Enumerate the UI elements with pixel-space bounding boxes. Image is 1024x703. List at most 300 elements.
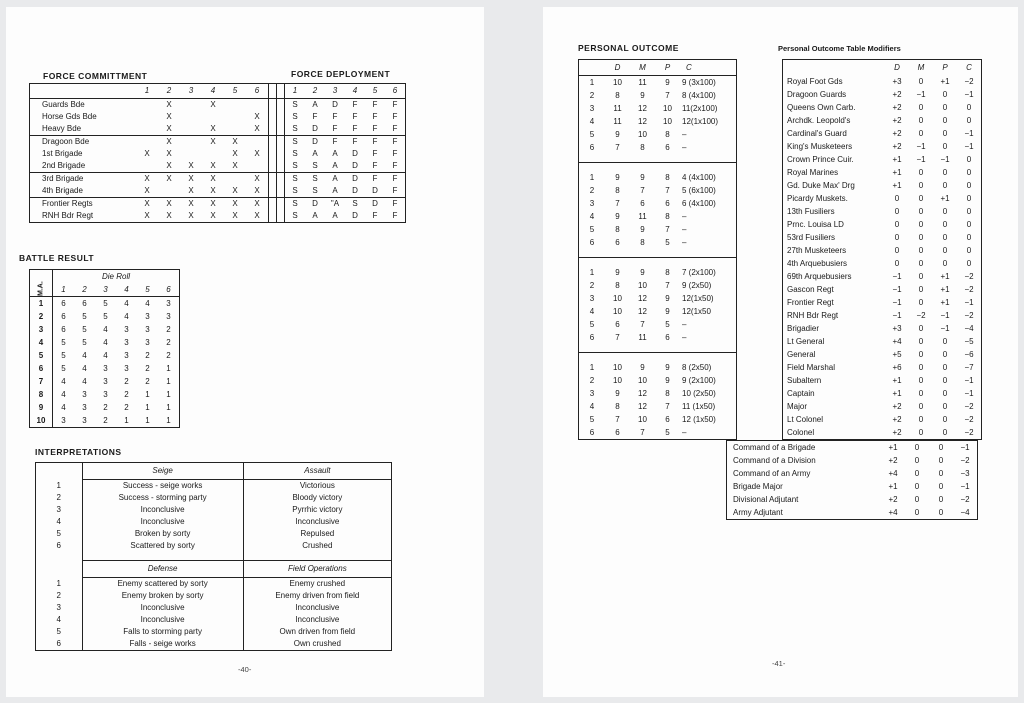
modifier-value: −1 [916, 89, 926, 99]
battle-value: 2 [124, 389, 129, 399]
battle-value: 4 [61, 376, 66, 386]
divider [269, 123, 277, 136]
modifier-row [783, 387, 982, 400]
value-d: 10 [613, 306, 622, 316]
battle-value: 5 [61, 363, 66, 373]
field-ops-result: Inconclusive [295, 615, 340, 624]
modifier-value: 0 [918, 349, 924, 359]
commit-col-header: 3 [180, 84, 202, 99]
modifier-value: +2 [892, 102, 902, 112]
roll-number: 2 [589, 280, 595, 290]
deploy-col-header: 4 [345, 84, 365, 99]
modifier-row [783, 335, 982, 348]
modifier-value: 0 [918, 401, 924, 411]
value-d: 8 [615, 224, 620, 234]
modifier-name: Royal Marines [787, 167, 839, 177]
modifier-name: 69th Arquebusiers [787, 271, 852, 281]
deploy-code: A [312, 100, 318, 109]
force-header-row [30, 84, 406, 99]
modifier-value: +4 [888, 468, 898, 478]
spacer-row [579, 249, 737, 258]
modifier-row [783, 114, 982, 127]
deploy-code: F [352, 112, 358, 121]
commit-mark: X [188, 186, 194, 195]
modifier-value: +1 [892, 167, 902, 177]
roll-number: 3 [589, 388, 595, 398]
modifier-row [783, 413, 982, 426]
battle-value: 1 [124, 415, 129, 425]
modifier-name: Lt General [787, 336, 825, 346]
modifier-value: 0 [966, 206, 972, 216]
divider [269, 111, 277, 123]
battle-value: 4 [145, 298, 150, 308]
modifier-value: 0 [918, 297, 924, 307]
deploy-col-header: 1 [285, 84, 306, 99]
siege-result: Inconclusive [82, 516, 243, 528]
value-p: 10 [663, 116, 672, 126]
battle-value: 3 [166, 298, 171, 308]
siege-header: Seige [82, 463, 243, 480]
value-m: 12 [638, 306, 647, 316]
value-c: 10 (2x50) [682, 388, 716, 398]
deploy-code: F [392, 100, 398, 109]
commit-mark [136, 123, 158, 136]
value-c: – [682, 332, 687, 342]
modifier-name: Command of an Army [733, 468, 811, 478]
spacer-row [579, 344, 737, 353]
modifier-row [783, 127, 982, 140]
modifier-value: 0 [938, 507, 944, 517]
blank [630, 353, 655, 362]
value-c: 12(1x100) [682, 116, 719, 126]
modifier-value: −7 [964, 362, 974, 372]
commit-mark: X [180, 173, 202, 186]
deploy-col-header: 6 [385, 84, 406, 99]
deploy-code: A [312, 149, 318, 158]
modifier-row [783, 244, 982, 257]
battle-value: 3 [124, 324, 129, 334]
modifier-name: Prnc. Louisa LD [787, 219, 844, 229]
blank [605, 344, 630, 353]
modifier-name: King's Musketeers [787, 141, 853, 151]
modifier-value: 0 [942, 362, 948, 372]
roll-number: 2 [589, 90, 595, 100]
outcome-row [579, 426, 737, 440]
battle-value: 5 [103, 311, 108, 321]
deploy-code: S [292, 100, 298, 109]
modifier-row [783, 75, 982, 88]
battle-value: 1 [145, 389, 150, 399]
divider [277, 111, 285, 123]
battle-value: 3 [103, 363, 108, 373]
modifier-value: 0 [918, 128, 924, 138]
siege-result: Inconclusive [82, 504, 243, 516]
deploy-code: "A [325, 198, 345, 211]
spacer-row [579, 154, 737, 163]
modifier-name: Major [787, 401, 808, 411]
modifier-value: −1 [964, 297, 974, 307]
battle-value: 4 [103, 324, 108, 334]
commit-col-header: 5 [224, 84, 246, 99]
ma-value: 9 [30, 401, 53, 414]
battle-value: 1 [166, 363, 171, 373]
modifier-value: +1 [892, 388, 902, 398]
assault-header: Assault [243, 463, 391, 480]
value-d: 7 [615, 142, 620, 152]
die-col-header: 3 [95, 283, 116, 297]
outcome-row [579, 331, 737, 344]
modifier-value: 0 [942, 115, 948, 125]
modifier-name: 27th Musketeers [787, 245, 847, 255]
assault-result: Pyrrhic victory [292, 505, 343, 514]
commit-col-header: 6 [246, 84, 269, 99]
value-p: 9 [665, 293, 670, 303]
outcome-row [579, 197, 737, 210]
deploy-code: F [365, 173, 385, 186]
value-p: 6 [665, 198, 670, 208]
value-m: 10 [638, 280, 647, 290]
deploy-col-header: 3 [325, 84, 345, 99]
divider [269, 148, 277, 160]
battle-value: 2 [166, 324, 171, 334]
divider [277, 99, 285, 112]
commit-mark: X [232, 211, 238, 220]
roll-number: 5 [589, 414, 595, 424]
modifier-row [783, 283, 982, 296]
deploy-code: D [312, 124, 318, 133]
modifier-row [783, 309, 982, 322]
modifier-name: Cardinal's Guard [787, 128, 847, 138]
modifier-value: 0 [918, 271, 924, 281]
modifier-value: −5 [964, 336, 974, 346]
interp-row [36, 590, 392, 602]
deploy-code: D [305, 198, 325, 211]
modifier-value: 0 [894, 258, 900, 268]
commit-mark [180, 148, 202, 160]
deploy-code: D [352, 186, 358, 195]
modifier-value: +4 [888, 507, 898, 517]
modifier-value: 0 [938, 494, 944, 504]
col-header-m: M [630, 60, 655, 76]
commit-mark: X [254, 211, 260, 220]
modifier-value: 0 [942, 401, 948, 411]
value-d: 6 [615, 237, 620, 247]
value-d: 9 [615, 129, 620, 139]
deploy-code: F [372, 112, 378, 121]
deploy-code: F [372, 100, 378, 109]
commit-mark [136, 111, 158, 123]
modifier-value: −1 [964, 375, 974, 385]
modifier-name: Gd. Duke Max' Drg [787, 180, 855, 190]
value-d: 6 [615, 427, 620, 437]
blank [579, 258, 606, 267]
battle-value: 3 [103, 376, 108, 386]
value-p: 8 [665, 267, 670, 277]
col-header-c: C [680, 60, 737, 76]
modifier-value: 0 [942, 219, 948, 229]
roll-number: 4 [589, 116, 595, 126]
roll-number: 6 [589, 142, 595, 152]
value-d: 9 [615, 267, 620, 277]
value-d: 9 [615, 172, 620, 182]
value-m: 12 [638, 103, 647, 113]
battle-value: 2 [145, 350, 150, 360]
value-c: 8 (2x50) [682, 362, 712, 372]
modifier-name: Gascon Regt [787, 284, 834, 294]
commit-mark [136, 99, 158, 112]
value-p: 9 [665, 306, 670, 316]
modifier-value: −2 [964, 76, 974, 86]
value-m: 12 [638, 388, 647, 398]
value-c: – [682, 211, 687, 221]
commit-mark [246, 136, 269, 149]
ma-value: 2 [30, 310, 53, 323]
blank [630, 258, 655, 267]
modifier-value: 0 [942, 128, 948, 138]
commit-mark [180, 111, 202, 123]
outcome-row [579, 128, 737, 141]
battle-value: 1 [166, 376, 171, 386]
modifier-value: −1 [960, 442, 970, 452]
deploy-code: F [392, 112, 398, 121]
modifier-value: −1 [940, 154, 950, 164]
commit-mark: X [202, 173, 224, 186]
battle-value: 1 [145, 402, 150, 412]
divider [277, 136, 285, 149]
outcome-row [579, 223, 737, 236]
unit-name: Dragoon Bde [30, 136, 137, 149]
modifier-name: Brigadier [787, 323, 820, 333]
divider [277, 210, 285, 223]
modifier-value: 0 [942, 232, 948, 242]
modifier-value: 0 [966, 154, 972, 164]
modifier-value: 0 [914, 468, 920, 478]
modifier-value: −1 [964, 388, 974, 398]
battle-value: 3 [61, 415, 66, 425]
interp-row [36, 602, 392, 614]
battle-value: 1 [145, 415, 150, 425]
modifier-row [783, 296, 982, 309]
modifier-value: −1 [940, 310, 950, 320]
commit-mark: X [188, 211, 194, 220]
modifier-row [783, 101, 982, 114]
header-blank [30, 84, 137, 99]
value-m: 12 [638, 293, 647, 303]
blank [36, 561, 83, 578]
modifier-name: Dragoon Guards [787, 89, 847, 99]
value-d: 11 [613, 116, 622, 126]
roll-number: 3 [36, 602, 83, 614]
interp-row [36, 614, 392, 626]
modifier-value: 0 [938, 442, 944, 452]
deploy-code: D [305, 136, 325, 149]
value-m: 12 [638, 116, 647, 126]
modifier-row [783, 218, 982, 231]
value-m: 10 [638, 375, 647, 385]
roll-number: 2 [589, 185, 595, 195]
outcome-header-row [579, 60, 737, 76]
page-number: -41- [772, 659, 786, 668]
force-row [30, 136, 406, 149]
deploy-code: A [312, 211, 318, 220]
modifier-value: 0 [914, 481, 920, 491]
unit-name: 4th Brigade [42, 186, 83, 195]
commit-mark [202, 148, 224, 160]
force-row [30, 123, 406, 136]
siege-result: Scattered by sorty [82, 540, 243, 552]
blank [243, 552, 391, 561]
interp-row [36, 638, 392, 651]
force-row [30, 148, 406, 160]
modifier-value: −2 [964, 284, 974, 294]
modifiers-lower-table [726, 440, 978, 520]
force-row [30, 111, 406, 123]
modifier-value: +2 [892, 115, 902, 125]
unit-name: Heavy Bde [42, 124, 82, 133]
modifier-value: −1 [892, 284, 902, 294]
blank [36, 463, 83, 480]
ma-value: 4 [30, 336, 53, 349]
roll-number: 1 [589, 267, 595, 277]
modifier-row [783, 153, 982, 166]
modifier-value: +1 [888, 481, 898, 491]
siege-result: Broken by sorty [82, 528, 243, 540]
modifier-row [783, 361, 982, 374]
unit-name: Horse Gds Bde [42, 112, 97, 121]
force-table [29, 83, 406, 223]
modifier-name: Archdk. Leopold's [787, 115, 851, 125]
modifier-value: +1 [892, 154, 902, 164]
modifier-value: 0 [966, 232, 972, 242]
value-c: – [682, 224, 687, 234]
value-p: 10 [663, 103, 672, 113]
outcome-row [579, 171, 737, 184]
unit-name: Frontier Regts [30, 198, 137, 211]
modifier-value: −1 [892, 310, 902, 320]
modifier-value: 0 [942, 336, 948, 346]
deploy-code: F [392, 124, 398, 133]
value-m: 12 [638, 401, 647, 411]
blank [783, 60, 886, 76]
roll-number: 1 [36, 578, 83, 591]
modifier-value: 0 [918, 180, 924, 190]
outcome-row [579, 115, 737, 128]
modifier-value: +2 [892, 427, 902, 437]
modifier-value: 0 [918, 115, 924, 125]
blank [655, 353, 680, 362]
modifier-value: 0 [966, 193, 972, 203]
modifier-value: −2 [916, 310, 926, 320]
modifier-value: −1 [916, 154, 926, 164]
value-p: 7 [665, 90, 670, 100]
modifier-value: +2 [892, 89, 902, 99]
commit-mark: X [210, 124, 216, 133]
deploy-code: S [312, 186, 318, 195]
outcome-row [579, 184, 737, 197]
value-m: 6 [640, 198, 645, 208]
modifier-header-row [783, 60, 982, 76]
deploy-code: F [365, 136, 385, 149]
modifier-name: 4th Arquebusiers [787, 258, 848, 268]
value-m: 7 [640, 319, 645, 329]
modifier-value: 0 [918, 414, 924, 424]
battle-value: 2 [166, 350, 171, 360]
commit-mark [158, 185, 180, 198]
value-c: 4 (4x100) [682, 172, 716, 182]
modifier-value: 0 [942, 167, 948, 177]
modifier-value: +4 [892, 336, 902, 346]
modifier-value: −1 [964, 89, 974, 99]
modifier-value: 0 [942, 375, 948, 385]
value-p: 9 [665, 375, 670, 385]
blank [579, 60, 606, 76]
battle-value: 3 [82, 402, 87, 412]
commit-mark [180, 99, 202, 112]
roll-number: 3 [589, 103, 595, 113]
divider [269, 160, 277, 173]
deploy-code: A [332, 186, 338, 195]
die-col-header: 4 [116, 283, 137, 297]
deploy-code: F [325, 136, 345, 149]
deploy-code: S [292, 112, 298, 121]
value-p: 8 [665, 211, 670, 221]
force-row [30, 173, 406, 186]
commit-col-header: 4 [202, 84, 224, 99]
modifier-name: Crown Prince Cuir. [787, 154, 854, 164]
deploy-code: F [312, 112, 318, 121]
value-c: – [682, 427, 687, 437]
modifier-row [727, 480, 978, 493]
unit-name: 1st Brigade [42, 149, 83, 158]
modifier-row [783, 140, 982, 153]
deploy-code: S [285, 198, 306, 211]
divider [269, 84, 277, 99]
battle-value: 4 [82, 376, 87, 386]
modifier-value: 0 [918, 245, 924, 255]
modifier-value: +1 [940, 271, 950, 281]
modifier-value: −2 [964, 401, 974, 411]
modifier-value: −2 [964, 414, 974, 424]
battle-value: 3 [82, 389, 87, 399]
commit-mark [224, 173, 246, 186]
battle-value: 6 [82, 298, 87, 308]
value-m: 11 [638, 211, 647, 221]
value-c: 8 (4x100) [682, 90, 716, 100]
blank [655, 163, 680, 172]
roll-number: 5 [589, 129, 595, 139]
value-p: 8 [665, 172, 670, 182]
commit-mark: X [224, 136, 246, 149]
modifier-value: 0 [966, 102, 972, 112]
divider [277, 148, 285, 160]
value-c: 5 (6x100) [682, 185, 716, 195]
value-c: – [682, 129, 687, 139]
deploy-code: A [332, 161, 338, 170]
roll-number: 6 [36, 638, 83, 651]
die-col-header: 6 [158, 283, 180, 297]
roll-number: 2 [36, 492, 83, 504]
blank [605, 163, 630, 172]
value-m: 9 [640, 362, 645, 372]
page-number: -40- [238, 665, 252, 674]
commit-mark [224, 111, 246, 123]
value-m: 9 [640, 224, 645, 234]
assault-result: Crushed [302, 541, 333, 550]
interp-header-row [36, 463, 392, 480]
personal-outcome-title: PERSONAL OUTCOME [578, 43, 679, 53]
battle-value: 5 [61, 350, 66, 360]
modifier-value: 0 [918, 167, 924, 177]
